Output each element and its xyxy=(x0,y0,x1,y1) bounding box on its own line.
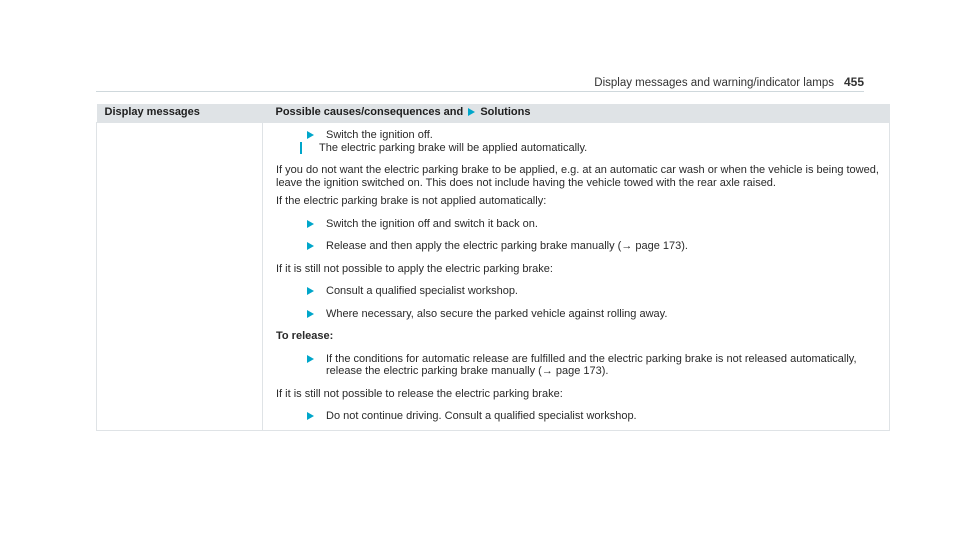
step-switch-ignition-off: Switch the ignition off. xyxy=(307,129,881,142)
header-rule xyxy=(96,91,864,92)
step-secure-vehicle: Where necessary, also secure the parked vehicle against rolling away. xyxy=(307,308,881,321)
header-causes-label: Possible causes/consequences and xyxy=(275,106,464,118)
info-paragraph: If it is still not possible to apply the electric parking brake: xyxy=(276,262,553,275)
step-consult-workshop: Consult a qualified specialist workshop. xyxy=(307,285,881,298)
right-triangle-arrow-icon xyxy=(307,355,314,363)
page-number: 455 xyxy=(843,75,864,89)
header-solutions-label: Solutions xyxy=(480,106,531,118)
right-triangle-arrow-icon xyxy=(307,287,314,295)
info-paragraph: If you do not want the electric parking brake to be applied, e.g. at an automatic car wash or when the vehicle is being towed, leave the ignition switched on. This does not include having the vehicle towed with the rear axle raised. xyxy=(276,164,879,189)
right-triangle-arrow-icon xyxy=(468,108,475,116)
step-release-and-apply: Release and then apply the electric parking brake manually (→ page 173). xyxy=(307,240,881,253)
column-header-display-messages: Display messages xyxy=(97,104,263,123)
column-header-causes-solutions xyxy=(263,104,890,123)
step-result: The electric parking brake will be applied automatically. xyxy=(300,142,881,155)
section-heading-release: To release: xyxy=(276,330,334,342)
running-head xyxy=(594,75,864,89)
display-message-cell xyxy=(97,123,263,431)
right-triangle-arrow-icon xyxy=(307,220,314,228)
info-paragraph: If the electric parking brake is not applied automatically: xyxy=(276,195,547,207)
display-messages-table xyxy=(96,104,890,431)
right-triangle-arrow-icon xyxy=(307,310,314,318)
right-triangle-arrow-icon xyxy=(307,242,314,250)
table-header-row xyxy=(97,104,890,123)
step-switch-off-and-on: Switch the ignition off and switch it back on. xyxy=(307,218,881,231)
right-triangle-arrow-icon xyxy=(307,412,314,420)
running-head-title: Display messages and warning/indicator lamps xyxy=(594,77,834,89)
step-do-not-continue: Do not continue driving. Consult a qualified specialist workshop. xyxy=(307,410,881,423)
info-paragraph: If it is still not possible to release the electric parking brake: xyxy=(276,387,563,400)
table-row xyxy=(97,123,890,431)
right-triangle-arrow-icon xyxy=(307,131,314,139)
step-release-manually: If the conditions for automatic release are fulfilled and the electric parking brake is not released automatically, release the electric parking brake manually (→ page 173). xyxy=(307,353,881,378)
solutions-cell xyxy=(263,123,890,431)
